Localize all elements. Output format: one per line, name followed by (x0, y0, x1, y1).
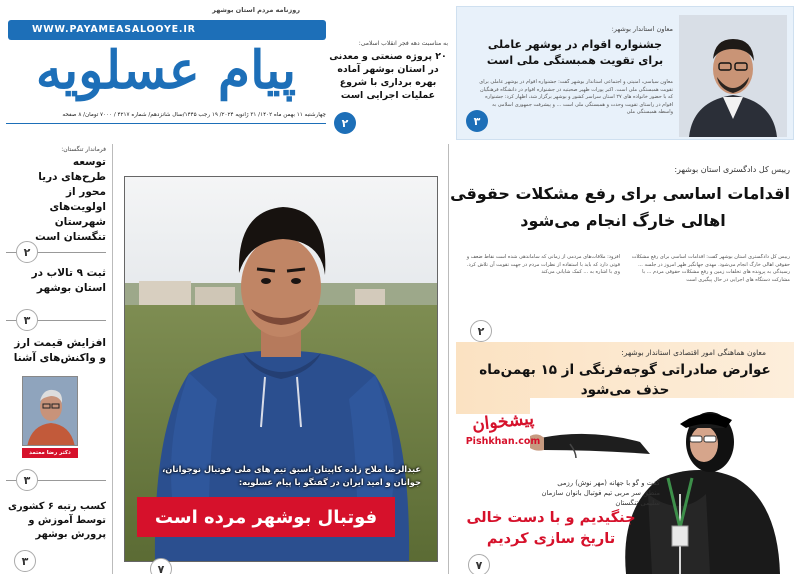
page-badge-left2[interactable]: ۳ (16, 309, 38, 331)
photo-story[interactable] (124, 176, 438, 562)
coach-headline-line2[interactable]: تاریخ سازی کردیم (486, 531, 616, 547)
photo-headline-box[interactable] (137, 497, 395, 537)
website-url[interactable]: WWW.PAYAMEASALOOYE.IR (32, 24, 196, 35)
kharg-headline-line1[interactable]: اقدامات اساسی برای رفع مشکلات حقوقی (450, 184, 790, 203)
left-item2-headline[interactable]: ثبت ۹ تالاب در استان بوشهر (31, 267, 106, 294)
teaser-tribes-panel[interactable] (456, 6, 794, 140)
author-photo (22, 376, 78, 446)
coach-headline[interactable] (456, 508, 646, 550)
page-badge-industry[interactable]: ۲ (334, 112, 356, 134)
page-badge-left4[interactable]: ۳ (14, 550, 36, 572)
coach-caption: گفت و گو با جهانه (مهر نوش) رزمی منطق سر مربی تیم فوتبال بانوان سازمان سلیمی تنگستان (541, 479, 660, 507)
left-item1-kicker: فرماندار تنگستان: (61, 146, 106, 153)
watermark-url[interactable]: Pishkhan.com (465, 436, 541, 447)
page-badge-photo[interactable]: ۷ (150, 558, 172, 574)
page-badge-left3[interactable]: ۳ (16, 469, 38, 491)
dateline: چهارشنبه ۱۱ بهمن ماه ۱۴۰۲/ ۳۱ ژانویه ۲۰۲۴/ ۱۹ رجب ۱۴۴۵/سال شانزدهم/ شماره ۴۲۱۷ / ۷۰۰۰ تومان/ ۸ صفحه (62, 112, 326, 118)
photo-caption (131, 463, 421, 489)
masthead-tagline: روزنامه مردم استان بوشهر (212, 6, 300, 14)
teaser-industry-kicker: به مناسبت دهه فجر انقلاب اسلامی: (358, 40, 448, 47)
page-badge-tribes[interactable]: ۳ (466, 110, 488, 132)
page-badge-coach[interactable]: ۷ (468, 554, 490, 574)
photo-headline[interactable]: فوتبال بوشهر مرده است (154, 506, 378, 528)
left-item4-headline[interactable]: کسب رتبه ۶ کشوری توسط آموزش و پرورش بوشهر (8, 501, 106, 540)
export-headline-line1[interactable]: عوارض صادراتی گوجه‌فرنگی از ۱۵ بهمن‌ماه (479, 362, 771, 378)
masthead (6, 6, 326, 124)
left-item3-headline[interactable]: افزایش قیمت ارز و واکنش‌های آشنا (13, 337, 106, 364)
page-badge-kharg[interactable]: ۲ (470, 320, 492, 342)
kharg-body-right: رییس کل دادگستری استان بوشهر گفت: اقدامات اساسی برای رفع مشکلات حقوقی اهالی خارگ انجام می‌شود. مهدی جهانگیر ظهر امروز در جلسه ... رسیدگی به پرونده های تخلفات زمین و رفع مشکلات حقوقی مردم ... با مشارکت دستگاه های اجرایی در حال پیگیری است (631, 254, 790, 283)
logo (6, 36, 326, 106)
kharg-body-left: افزود: ملاقات‌های مردمی از زمانی که ساماندهی شده است نقاط ضعف و قوتی دارد که باید با استفاده از نظرات مردم در جهت تقویت آن تلاش کرد. وی با اشاره به ... کمک شایانی می‌کند (466, 254, 620, 275)
export-headline-line2[interactable]: حذف می‌شود (580, 382, 670, 398)
kharg-headline[interactable] (450, 180, 790, 234)
portrait-deputy-figure (679, 15, 787, 137)
teaser-tribes-kicker: معاون استاندار بوشهر: (611, 25, 673, 33)
photo-caption-line1: عبدالرضا ملاح زاده کاپیتان اسبق تیم های ملی فوتبال نوجوانان، (162, 464, 421, 474)
left-item1-headline[interactable]: توسعه طرح‌های دریا محور از اولویت‌های شهرستان تنگستان است (35, 156, 106, 243)
coach-headline-line1[interactable]: جنگیدیم و با دست خالی (466, 510, 636, 526)
kharg-headline-line2[interactable]: اهالی خارگ انجام می‌شود (520, 211, 726, 230)
logo-text: پیام عسلویه (35, 40, 297, 101)
watermark-brand: پیشخوان (471, 408, 535, 436)
photo-caption-line2: جوانان و امید ایران در گفتگو با پیام عسلویه: (238, 477, 421, 487)
teaser-industry-headline[interactable]: ۲۰ پروژه صنعتی و معدنی در استان بوشهر آماده بهره برداری با شروع عملیات اجرایی است (329, 51, 447, 101)
watermark (458, 408, 548, 472)
export-kicker: معاون هماهنگی امور اقتصادی استاندار بوشهر: (621, 348, 766, 357)
page-badge-left1[interactable]: ۲ (16, 241, 38, 263)
teaser-tribes-body: معاون سیاسی، امنیتی و اجتماعی استاندار بوشهر گفت: جشنواره اقوام در بوشهر عاملی برای تقویت همبستگی ملی است. اکبر پورات ظهیر صحبتیه در جشنواره اقوام در دانشگاه فرهنگیان که با حضور خانواده های ۲۷ استان سراسر کشور و بوشهر برگزار شد، اظهار کرد: جشنواره اقوام در راستای تقویت وحدت و همبستگی ملی است ... و پیشرفت جمهوری اسلامی به واسطه همبستگی ملی (479, 79, 673, 115)
export-headline[interactable] (456, 360, 794, 400)
author-figure (23, 377, 78, 446)
column-rule-right (448, 144, 449, 574)
portrait-deputy (679, 15, 787, 137)
teaser-tribes-headline[interactable]: جشنواره اقوام در بوشهر عاملی برای تقویت همبستگی ملی است (486, 38, 664, 67)
author-name: دکتر رضا معتمد (22, 448, 78, 458)
kharg-kicker: رییس کل دادگستری استان بوشهر: (674, 165, 790, 174)
column-rule-left (112, 144, 113, 574)
